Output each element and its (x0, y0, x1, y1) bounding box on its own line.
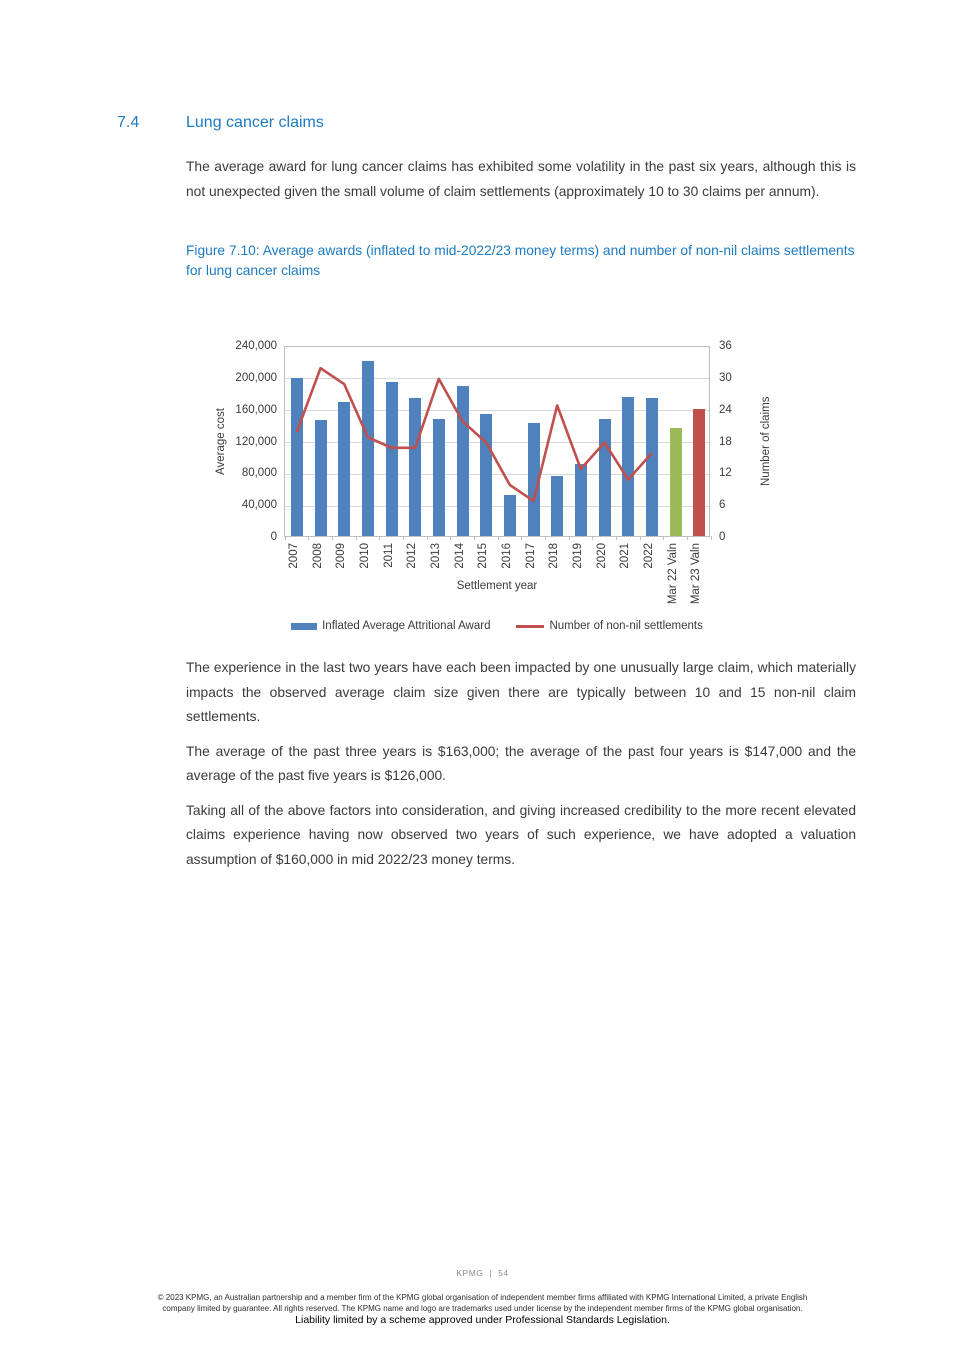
right-axis-tick: 36 (719, 340, 732, 352)
left-axis-tick: 200,000 (235, 371, 277, 384)
footer-page-label (0, 1268, 965, 1278)
x-label: Mar 22 Valn (666, 543, 679, 605)
left-axis-title: Average cost (215, 408, 227, 475)
chart-legend (259, 620, 735, 632)
left-axis-tick: 0 (270, 531, 277, 543)
settlements-line (285, 347, 711, 538)
x-label: Mar 23 Valn (690, 543, 703, 605)
section-number: 7.4 (117, 114, 140, 131)
x-label: 2020 (595, 543, 608, 569)
legend-item (516, 620, 702, 632)
x-label: 2018 (548, 543, 561, 569)
x-label: 2012 (406, 543, 419, 569)
x-label: 2007 (287, 543, 300, 569)
figure-7-10-chart (213, 336, 783, 641)
body-paragraph: The average of the past three years is $163,000; the average of the past four years is $147,000 and the average of the past five years is $126,000. (186, 743, 856, 783)
x-label: 2011 (382, 543, 395, 568)
x-label: 2015 (477, 543, 490, 569)
left-axis-tick: 120,000 (235, 435, 277, 448)
footer-brand: KPMG (456, 1268, 484, 1278)
x-label: 2016 (500, 543, 513, 569)
x-label: 2014 (453, 543, 466, 569)
x-label: 2017 (524, 543, 537, 569)
x-label: 2008 (311, 543, 324, 569)
footer-page-number: 54 (498, 1268, 509, 1278)
legend-label: Inflated Average Attritional Award (322, 620, 491, 632)
footer-separator: | (489, 1268, 493, 1278)
x-label: 2010 (358, 543, 371, 569)
x-label: 2009 (335, 543, 348, 569)
body-paragraph: Taking all of the above factors into consideration, and giving increased credibility to the more recent elevated claims experience having now observed two years of such experience, we have adopted a valuation assumption of $160,000 in mid 2022/23 money terms. (186, 802, 856, 867)
intro-paragraph: The average award for lung cancer claims has exhibited some volatility in the past six years, although this is not unexpected given the small volume of claim settlements (approximately 10 to 30 claims per annum). (186, 159, 856, 199)
x-label: 2021 (619, 543, 632, 569)
footer-copyright-line2: company limited by guarantee. All rights reserved. The KPMG name and logo are trademarks used under license by the independent member firms of the KPMG global organisation. (162, 1303, 803, 1313)
figure-caption: Figure 7.10: Average awards (inflated to mid-2022/23 money terms) and number of non-nil claims settlements for lung cancer claims (186, 243, 855, 278)
legend-bar-swatch (291, 623, 317, 630)
right-axis-tick: 30 (719, 371, 732, 384)
section-title: Lung cancer claims (186, 114, 324, 131)
footer-liability: Liability limited by a scheme approved under Professional Standards Legislation. (295, 1314, 670, 1326)
x-axis-title: Settlement year (456, 580, 538, 592)
legend-label: Number of non-nil settlements (549, 620, 703, 632)
legend-item (291, 620, 490, 632)
footer-copyright-line1: © 2023 KPMG, an Australian partnership and a member firm of the KPMG global organisation of independent member firms affiliated with KPMG International Limited, a private English (157, 1293, 808, 1302)
x-label: 2019 (571, 543, 584, 569)
right-axis-tick: 24 (719, 403, 732, 416)
right-axis-tick: 12 (719, 467, 732, 480)
right-axis-title: Number of claims (760, 396, 772, 487)
left-axis-tick: 240,000 (235, 340, 277, 352)
right-axis-tick: 18 (719, 435, 732, 448)
plot-area (284, 346, 710, 537)
x-label: 2022 (642, 543, 655, 569)
body-paragraph: The experience in the last two years have each been impacted by one unusually large claim, which materially impacts the observed average claim size given there are typically between 10 and 15 non-nil claim settlements. (186, 660, 856, 724)
x-label: 2013 (429, 543, 442, 569)
left-axis-tick: 40,000 (241, 499, 277, 512)
right-axis-tick: 6 (719, 499, 726, 512)
left-axis-tick: 80,000 (241, 467, 277, 480)
left-axis-tick: 160,000 (235, 403, 277, 416)
footer-copyright (48, 1293, 917, 1314)
body-text (186, 656, 856, 882)
right-axis-tick: 0 (719, 531, 726, 543)
legend-line-swatch (516, 625, 544, 628)
